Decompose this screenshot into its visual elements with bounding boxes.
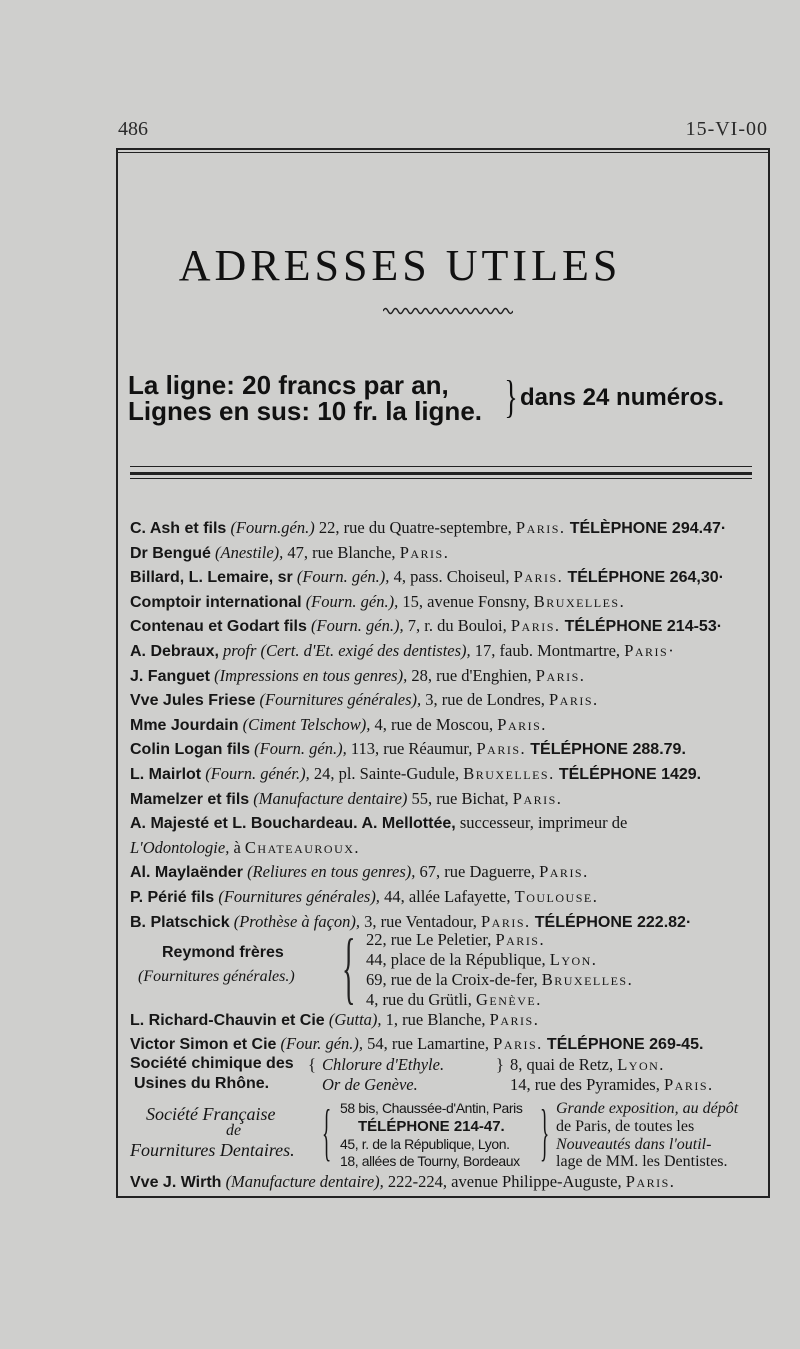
address-entry	[130, 1034, 703, 1055]
entry-speciality: (Fourn. gén.),	[305, 591, 399, 611]
entry-name: Vve Jules Friese	[130, 692, 256, 710]
address-entry	[130, 666, 585, 687]
entry-address: 44, allée Lafayette,	[384, 887, 511, 906]
page-title: ADRESSES UTILES	[178, 241, 622, 290]
entry-speciality: Chlorure d'Ethyle.	[322, 1055, 445, 1074]
address-entry	[130, 887, 598, 908]
entry-address: 47, rue Blanche,	[287, 542, 396, 562]
entry-address: 7, r. du Bouloi,	[407, 616, 507, 636]
entry-address: 58 bis, Chaussée-d'Antin, Paris	[340, 1100, 523, 1116]
entry-speciality: (Fournitures générales),	[259, 690, 422, 710]
divider-rule	[130, 478, 752, 479]
entry-name: Al. Maylaënder	[130, 864, 243, 882]
entry-note: Grande exposition, au dépôt	[556, 1100, 739, 1117]
brace: {	[342, 924, 356, 1012]
societe-chimique-block	[130, 1055, 760, 1099]
entry-telephone: TÉLÉPHONE 1429.	[558, 766, 702, 783]
entry-city: Bruxelles.	[463, 764, 555, 783]
address-entry	[130, 739, 686, 760]
entry-speciality: (Fourn. génér.),	[205, 764, 310, 783]
tariff-frequency: dans 24 numéros.	[520, 384, 725, 411]
tariff-line-2: Lignes en sus: 10 fr. la ligne.	[128, 396, 482, 426]
entry-address: 45, r. de la République, Lyon.	[340, 1136, 510, 1152]
entry-address: 18, allées de Tourny, Bordeaux	[340, 1153, 520, 1169]
brace: {	[322, 1096, 332, 1167]
entry-note: lage de MM. les Dentistes.	[556, 1153, 728, 1170]
brace: }	[496, 1055, 504, 1074]
entry-address: 113, rue Réaumur,	[350, 739, 473, 759]
address-entry	[130, 616, 722, 637]
entry-speciality: (Prothèse à façon),	[233, 911, 361, 931]
entry-name: L. Mairlot	[130, 766, 202, 783]
entry-address: 8, quai de Retz, Lyon.	[510, 1055, 665, 1074]
address-entry	[130, 518, 726, 539]
reymond-address: 4, rue du Grütli, Genève.	[366, 990, 542, 1009]
entry-address: 67, rue Daguerre,	[419, 862, 535, 882]
address-entry	[130, 690, 599, 711]
address-entry	[130, 813, 627, 834]
address-entry	[130, 592, 625, 613]
entry-city: Paris.	[476, 739, 527, 759]
tariff-brace: }	[504, 371, 518, 422]
entry-name: Billard, L. Lemaire, sr	[130, 569, 293, 587]
entry-name: L. Richard-Chauvin et Cie	[130, 1012, 325, 1029]
entry-name: Mme Jourdain	[130, 716, 239, 734]
brace: }	[540, 1096, 550, 1167]
entry-telephone: TÉLÈPHONE 294.47·	[569, 520, 727, 537]
entry-speciality: Or de Genève.	[322, 1075, 418, 1094]
entry-name: Société chimique des	[130, 1055, 294, 1072]
entry-city: Paris·	[624, 641, 676, 660]
entry-speciality: (Gutta),	[328, 1010, 382, 1029]
entry-telephone: TÉLÉPHONE 222.82·	[534, 913, 692, 931]
reymond-address: 69, rue de la Croix-de-fer, Bruxelles.	[366, 970, 634, 989]
address-entry	[130, 543, 449, 564]
address-entry	[130, 567, 724, 588]
ornament-squiggle	[383, 305, 513, 317]
entry-address: 55, rue Bichat,	[411, 788, 509, 808]
entry-city: Paris.	[515, 518, 566, 537]
entry-address: 28, rue d'Enghien,	[411, 665, 532, 685]
reymond-block	[130, 924, 760, 1012]
entry-city: Paris.	[480, 911, 531, 931]
entry-city: Chateauroux.	[244, 837, 361, 857]
entry-address: 3, rue de Londres,	[425, 690, 545, 710]
entry-name: Colin Logan fils	[130, 741, 250, 759]
entry-speciality: (Anestile),	[215, 542, 284, 562]
brace: {	[308, 1055, 316, 1074]
entry-address: 14, rue des Pyramides, Paris.	[510, 1075, 714, 1094]
entry-speciality: (Fournitures générales.)	[138, 968, 295, 985]
entry-address: 1, rue Blanche,	[385, 1010, 486, 1029]
address-entry	[130, 715, 547, 736]
entry-city: Paris.	[489, 1010, 540, 1029]
entry-city: Toulouse.	[514, 887, 599, 906]
entry-name: Victor Simon et Cie	[130, 1036, 277, 1053]
entry-speciality: (Fournitures générales),	[218, 887, 380, 906]
entry-speciality: (Impressions en tous genres),	[214, 665, 408, 685]
entry-speciality: (Ciment Telschow),	[242, 714, 371, 734]
entry-speciality: (Fourn. gén.),	[254, 739, 347, 759]
entry-address: 17, faub. Montmartre,	[474, 641, 621, 660]
address-entry	[130, 838, 360, 859]
entry-name: J. Fanguet	[130, 667, 211, 685]
entry-name: Contenau et Godart fils	[130, 618, 307, 636]
entry-city: Paris.	[497, 714, 547, 734]
entry-address: à	[233, 837, 241, 857]
entry-name: Usines du Rhône.	[134, 1075, 270, 1092]
entry-city: Paris.	[539, 862, 589, 882]
page-number: 486	[118, 118, 148, 140]
issue-date: 15-VI-00	[685, 118, 768, 140]
societe-francaise-block	[130, 1096, 760, 1170]
entry-name: A. Debraux,	[130, 643, 219, 660]
entry-note: de Paris, de toutes les	[556, 1118, 695, 1135]
entry-speciality: (Manufacture dentaire)	[253, 788, 408, 808]
entry-telephone: TÉLÉPHONE 269-45.	[546, 1036, 704, 1053]
entry-city: Paris.	[399, 542, 450, 562]
entry-telephone: TÉLÉPHONE 288.79.	[530, 741, 686, 759]
entry-name: Comptoir international	[130, 593, 302, 611]
divider-rule	[130, 472, 752, 475]
entry-speciality: L'Odontologie,	[130, 837, 230, 857]
address-entry	[130, 764, 701, 785]
entry-telephone: TÉLÉPHONE 214-53·	[564, 618, 723, 636]
entry-address: 4, rue de Moscou,	[374, 714, 494, 734]
entry-telephone: TÉLÉPHONE 214-47.	[358, 1118, 505, 1135]
address-entry: Vve J. Wirth (Manufacture dentaire), 222-224, avenue Philippe-Auguste, Paris.	[130, 1172, 676, 1191]
address-entry	[130, 862, 589, 883]
entry-name: Reymond frères	[162, 944, 284, 961]
entry-address: 22, rue du Quatre-septembre,	[318, 518, 512, 537]
entry-speciality: profr (Cert. d'Et. exigé des dentistes),	[223, 641, 471, 660]
entry-address: 54, rue Lamartine,	[367, 1034, 490, 1053]
entry-address: 24, pl. Sainte-Gudule,	[313, 764, 460, 783]
entry-speciality: (Fourn.gén.)	[230, 518, 315, 537]
entry-address: 4, pass. Choiseul,	[393, 567, 510, 587]
entry-city: Paris.	[493, 1034, 543, 1053]
divider-rule	[130, 466, 752, 467]
tariff-line-1: La ligne: 20 francs par an,	[128, 370, 449, 400]
entry-telephone: TÉLÉPHONE 264,30·	[567, 569, 724, 587]
entry-name: Dr Bengué	[130, 544, 211, 562]
entry-name: Mamelzer et fils	[130, 790, 250, 808]
address-entry	[130, 789, 562, 810]
entry-name: C. Ash et fils	[130, 520, 227, 537]
entry-address: successeur, imprimeur de	[459, 813, 628, 833]
entry-address: 3, rue Ventadour,	[364, 911, 477, 931]
entry-speciality: (Fourn. gén.),	[296, 567, 390, 587]
reymond-address: 22, rue Le Peletier, Paris.	[366, 930, 546, 949]
entry-name: de	[226, 1122, 242, 1139]
entry-speciality: (Fourn. gén.),	[311, 616, 404, 636]
entry-speciality: (Four. gén.),	[280, 1034, 364, 1053]
entry-name: Fournitures Dentaires.	[130, 1140, 295, 1160]
entry-name: P. Périé fils	[130, 889, 215, 906]
reymond-address: 44, place de la République, Lyon.	[366, 950, 598, 969]
entry-note: Nouveautés dans l'outil-	[556, 1136, 712, 1153]
entry-city: Paris.	[510, 616, 561, 636]
entry-city: Paris.	[512, 788, 563, 808]
entry-speciality: (Reliures en tous genres),	[247, 862, 416, 882]
entry-name: Société Française	[146, 1104, 276, 1124]
entry-name: A. Majesté et L. Bouchardeau. A. Mellottée,	[130, 815, 456, 833]
entry-city: Paris.	[513, 567, 564, 587]
entry-city: Bruxelles.	[533, 591, 626, 611]
entry-city: Paris.	[549, 690, 599, 710]
address-entry	[130, 1010, 539, 1031]
entry-address: 15, avenue Fonsny,	[402, 591, 530, 611]
entry-city: Paris.	[535, 665, 586, 685]
entry-name: B. Platschick	[130, 913, 230, 931]
address-entry	[130, 641, 675, 662]
